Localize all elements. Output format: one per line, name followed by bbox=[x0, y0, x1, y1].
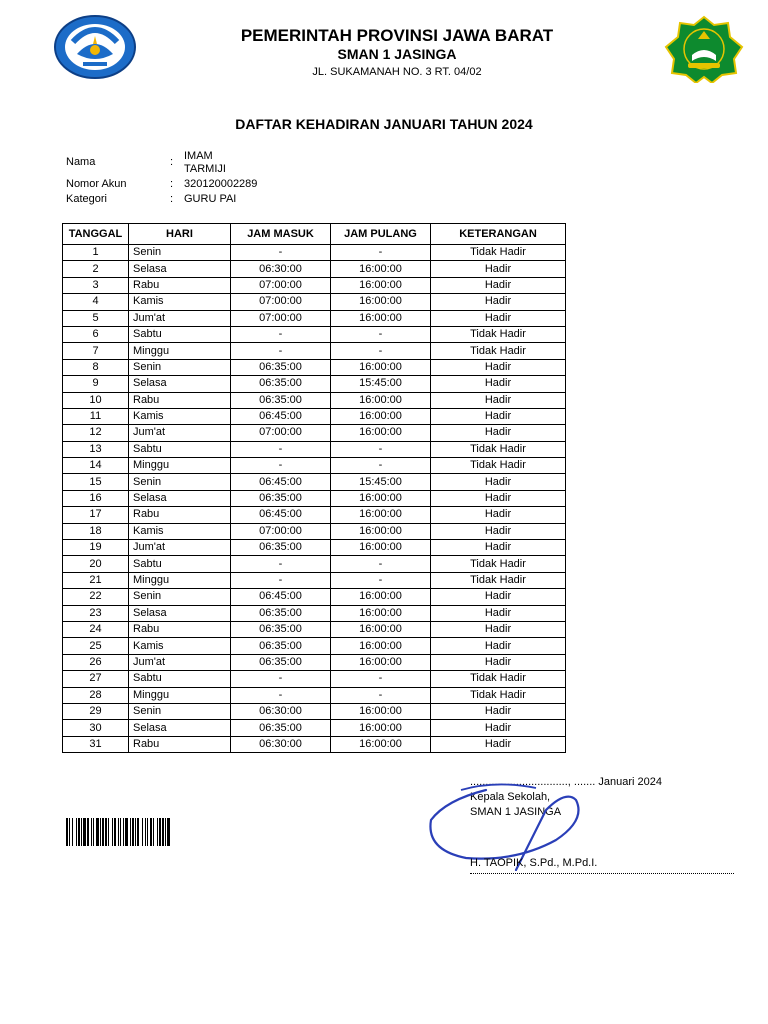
barcode-bar bbox=[105, 818, 107, 846]
kategori-colon: : bbox=[170, 193, 174, 205]
barcode-bar bbox=[118, 818, 119, 846]
barcode-bar bbox=[114, 818, 116, 846]
cell-jam-pulang: - bbox=[331, 441, 431, 457]
cell-jam-masuk: 06:30:00 bbox=[231, 703, 331, 719]
col-header-jam-masuk: JAM MASUK bbox=[231, 224, 331, 245]
cell-hari: Rabu bbox=[129, 392, 231, 408]
barcode-bar bbox=[102, 818, 104, 846]
barcode-bar bbox=[100, 818, 101, 846]
cell-keterangan: Hadir bbox=[431, 261, 566, 277]
cell-jam-masuk: 06:35:00 bbox=[231, 490, 331, 506]
table-row bbox=[63, 343, 566, 359]
table-body bbox=[63, 245, 566, 753]
cell-tanggal: 20 bbox=[63, 556, 129, 572]
cell-keterangan: Tidak Hadir bbox=[431, 687, 566, 703]
barcode-bar bbox=[108, 818, 109, 846]
cell-tanggal: 11 bbox=[63, 408, 129, 424]
cell-tanggal: 21 bbox=[63, 572, 129, 588]
cell-keterangan: Hadir bbox=[431, 540, 566, 556]
table-row bbox=[63, 671, 566, 687]
cell-hari: Senin bbox=[129, 359, 231, 375]
kategori-value: GURU PAI bbox=[184, 193, 237, 205]
cell-tanggal: 31 bbox=[63, 736, 129, 752]
cell-keterangan: Hadir bbox=[431, 294, 566, 310]
cell-jam-masuk: 07:00:00 bbox=[231, 277, 331, 293]
table-row bbox=[63, 245, 566, 261]
cell-keterangan: Hadir bbox=[431, 523, 566, 539]
cell-keterangan: Hadir bbox=[431, 605, 566, 621]
cell-tanggal: 12 bbox=[63, 425, 129, 441]
cell-hari: Kamis bbox=[129, 408, 231, 424]
cell-keterangan: Tidak Hadir bbox=[431, 671, 566, 687]
cell-jam-masuk: - bbox=[231, 671, 331, 687]
table-row bbox=[63, 376, 566, 392]
barcode-bar bbox=[78, 818, 80, 846]
cell-hari: Minggu bbox=[129, 572, 231, 588]
cell-keterangan: Hadir bbox=[431, 720, 566, 736]
cell-jam-masuk: - bbox=[231, 245, 331, 261]
table-row bbox=[63, 687, 566, 703]
table-row bbox=[63, 572, 566, 588]
cell-hari: Kamis bbox=[129, 523, 231, 539]
cell-keterangan: Tidak Hadir bbox=[431, 441, 566, 457]
table-row bbox=[63, 261, 566, 277]
cell-tanggal: 17 bbox=[63, 507, 129, 523]
table-row bbox=[63, 523, 566, 539]
barcode-bar bbox=[123, 818, 124, 846]
employee-info bbox=[66, 150, 366, 210]
cell-keterangan: Hadir bbox=[431, 589, 566, 605]
cell-tanggal: 18 bbox=[63, 523, 129, 539]
cell-jam-pulang: - bbox=[331, 343, 431, 359]
cell-jam-masuk: 06:30:00 bbox=[231, 261, 331, 277]
barcode-bar bbox=[130, 818, 131, 846]
signature-underline bbox=[470, 872, 734, 874]
barcode-bar bbox=[150, 818, 152, 846]
col-header-hari: HARI bbox=[129, 224, 231, 245]
table-row bbox=[63, 277, 566, 293]
signatory-name: H. TAOPIK, S.Pd., M.Pd.I. bbox=[470, 857, 598, 869]
cell-hari: Rabu bbox=[129, 736, 231, 752]
cell-jam-pulang: 16:00:00 bbox=[331, 261, 431, 277]
cell-jam-pulang: - bbox=[331, 572, 431, 588]
cell-hari: Selasa bbox=[129, 490, 231, 506]
cell-hari: Minggu bbox=[129, 343, 231, 359]
cell-jam-pulang: 16:00:00 bbox=[331, 294, 431, 310]
cell-jam-pulang: - bbox=[331, 326, 431, 342]
cell-jam-pulang: 16:00:00 bbox=[331, 605, 431, 621]
cell-jam-masuk: 07:00:00 bbox=[231, 425, 331, 441]
cell-keterangan: Hadir bbox=[431, 507, 566, 523]
cell-keterangan: Hadir bbox=[431, 474, 566, 490]
cell-jam-pulang: - bbox=[331, 556, 431, 572]
cell-keterangan: Tidak Hadir bbox=[431, 458, 566, 474]
cell-tanggal: 1 bbox=[63, 245, 129, 261]
cell-hari: Jum'at bbox=[129, 310, 231, 326]
cell-jam-masuk: 06:35:00 bbox=[231, 376, 331, 392]
table-row bbox=[63, 392, 566, 408]
cell-jam-masuk: 06:45:00 bbox=[231, 474, 331, 490]
cell-hari: Selasa bbox=[129, 605, 231, 621]
cell-jam-pulang: 16:00:00 bbox=[331, 490, 431, 506]
cell-tanggal: 30 bbox=[63, 720, 129, 736]
table-row bbox=[63, 654, 566, 670]
cell-jam-pulang: 15:45:00 bbox=[331, 474, 431, 490]
cell-jam-pulang: 16:00:00 bbox=[331, 654, 431, 670]
barcode-bar bbox=[76, 818, 77, 846]
cell-hari: Selasa bbox=[129, 720, 231, 736]
cell-hari: Selasa bbox=[129, 261, 231, 277]
barcode-bar bbox=[132, 818, 134, 846]
cell-tanggal: 22 bbox=[63, 589, 129, 605]
barcode-bar bbox=[69, 818, 70, 846]
header-school: SMAN 1 JASINGA bbox=[337, 46, 457, 62]
cell-jam-pulang: - bbox=[331, 458, 431, 474]
barcode-bar bbox=[165, 818, 166, 846]
cell-tanggal: 3 bbox=[63, 277, 129, 293]
barcode-bar bbox=[162, 818, 164, 846]
cell-hari: Senin bbox=[129, 703, 231, 719]
barcode-bar bbox=[81, 818, 82, 846]
cell-tanggal: 16 bbox=[63, 490, 129, 506]
barcode-bar bbox=[96, 818, 99, 846]
cell-tanggal: 5 bbox=[63, 310, 129, 326]
cell-keterangan: Hadir bbox=[431, 277, 566, 293]
barcode-bar bbox=[83, 818, 86, 846]
cell-jam-masuk: - bbox=[231, 441, 331, 457]
cell-jam-pulang: 16:00:00 bbox=[331, 408, 431, 424]
cell-jam-pulang: 16:00:00 bbox=[331, 392, 431, 408]
cell-jam-masuk: 06:35:00 bbox=[231, 392, 331, 408]
cell-jam-masuk: 06:45:00 bbox=[231, 507, 331, 523]
kategori-label: Kategori bbox=[66, 193, 107, 205]
cell-hari: Senin bbox=[129, 474, 231, 490]
cell-jam-pulang: - bbox=[331, 687, 431, 703]
table-row bbox=[63, 441, 566, 457]
cell-jam-masuk: - bbox=[231, 326, 331, 342]
cell-keterangan: Hadir bbox=[431, 736, 566, 752]
cell-jam-masuk: 06:35:00 bbox=[231, 621, 331, 637]
table-row bbox=[63, 474, 566, 490]
barcode-bar bbox=[120, 818, 121, 846]
cell-keterangan: Hadir bbox=[431, 490, 566, 506]
cell-keterangan: Hadir bbox=[431, 310, 566, 326]
cell-jam-masuk: 06:30:00 bbox=[231, 736, 331, 752]
cell-jam-masuk: 07:00:00 bbox=[231, 523, 331, 539]
cell-keterangan: Hadir bbox=[431, 359, 566, 375]
cell-jam-pulang: 16:00:00 bbox=[331, 277, 431, 293]
cell-keterangan: Hadir bbox=[431, 621, 566, 637]
table-row bbox=[63, 703, 566, 719]
cell-hari: Jum'at bbox=[129, 540, 231, 556]
table-row bbox=[63, 326, 566, 342]
cell-tanggal: 13 bbox=[63, 441, 129, 457]
cell-jam-masuk: 06:45:00 bbox=[231, 589, 331, 605]
cell-keterangan: Hadir bbox=[431, 392, 566, 408]
barcode-bar bbox=[157, 818, 158, 846]
barcode bbox=[66, 818, 256, 846]
cell-jam-pulang: 16:00:00 bbox=[331, 589, 431, 605]
cell-tanggal: 7 bbox=[63, 343, 129, 359]
cell-tanggal: 4 bbox=[63, 294, 129, 310]
cell-hari: Sabtu bbox=[129, 326, 231, 342]
table-row bbox=[63, 605, 566, 621]
cell-hari: Sabtu bbox=[129, 671, 231, 687]
cell-hari: Rabu bbox=[129, 507, 231, 523]
cell-hari: Minggu bbox=[129, 458, 231, 474]
cell-jam-masuk: 06:35:00 bbox=[231, 638, 331, 654]
signature-role: Kepala Sekolah, bbox=[470, 791, 551, 803]
barcode-bar bbox=[66, 818, 68, 846]
header-address: JL. SUKAMANAH NO. 3 RT. 04/02 bbox=[312, 66, 482, 78]
cell-tanggal: 26 bbox=[63, 654, 129, 670]
cell-hari: Senin bbox=[129, 245, 231, 261]
cell-hari: Sabtu bbox=[129, 556, 231, 572]
signature-school: SMAN 1 JASINGA bbox=[470, 806, 562, 818]
cell-keterangan: Hadir bbox=[431, 654, 566, 670]
table-row bbox=[63, 556, 566, 572]
cell-jam-masuk: 06:35:00 bbox=[231, 359, 331, 375]
cell-jam-masuk: 06:35:00 bbox=[231, 605, 331, 621]
document-title: DAFTAR KEHADIRAN JANUARI TAHUN 2024 bbox=[235, 116, 533, 132]
cell-jam-pulang: 16:00:00 bbox=[331, 507, 431, 523]
cell-keterangan: Hadir bbox=[431, 408, 566, 424]
col-header-keterangan: KETERANGAN bbox=[431, 224, 566, 245]
table-row bbox=[63, 589, 566, 605]
cell-jam-masuk: 07:00:00 bbox=[231, 294, 331, 310]
barcode-bar bbox=[137, 818, 139, 846]
table-row bbox=[63, 638, 566, 654]
barcode-bar bbox=[167, 818, 170, 846]
barcode-bar bbox=[147, 818, 148, 846]
cell-keterangan: Hadir bbox=[431, 638, 566, 654]
cell-jam-masuk: - bbox=[231, 572, 331, 588]
akun-label: Nomor Akun bbox=[66, 178, 127, 190]
barcode-bar bbox=[159, 818, 161, 846]
cell-hari: Kamis bbox=[129, 294, 231, 310]
cell-jam-masuk: - bbox=[231, 343, 331, 359]
table-row bbox=[63, 720, 566, 736]
cell-tanggal: 28 bbox=[63, 687, 129, 703]
table-row bbox=[63, 540, 566, 556]
cell-keterangan: Hadir bbox=[431, 703, 566, 719]
cell-jam-masuk: 06:35:00 bbox=[231, 654, 331, 670]
table-row bbox=[63, 408, 566, 424]
cell-jam-masuk: - bbox=[231, 458, 331, 474]
barcode-bar bbox=[145, 818, 146, 846]
table-row bbox=[63, 621, 566, 637]
cell-tanggal: 25 bbox=[63, 638, 129, 654]
cell-keterangan: Hadir bbox=[431, 425, 566, 441]
attendance-table bbox=[62, 223, 566, 753]
cell-hari: Jum'at bbox=[129, 654, 231, 670]
cell-jam-pulang: - bbox=[331, 671, 431, 687]
akun-colon: : bbox=[170, 178, 174, 190]
akun-value: 320120002289 bbox=[184, 178, 258, 190]
cell-keterangan: Tidak Hadir bbox=[431, 572, 566, 588]
cell-jam-masuk: - bbox=[231, 687, 331, 703]
nama-value-line2: TARMIJI bbox=[184, 163, 226, 175]
cell-jam-masuk: 06:35:00 bbox=[231, 540, 331, 556]
table-row bbox=[63, 294, 566, 310]
cell-tanggal: 23 bbox=[63, 605, 129, 621]
barcode-bar bbox=[91, 818, 92, 846]
cell-tanggal: 19 bbox=[63, 540, 129, 556]
nama-label: Nama bbox=[66, 156, 96, 168]
cell-hari: Sabtu bbox=[129, 441, 231, 457]
cell-jam-pulang: 16:00:00 bbox=[331, 425, 431, 441]
cell-hari: Rabu bbox=[129, 277, 231, 293]
cell-jam-masuk: 07:00:00 bbox=[231, 310, 331, 326]
cell-jam-pulang: 16:00:00 bbox=[331, 638, 431, 654]
cell-hari: Senin bbox=[129, 589, 231, 605]
cell-tanggal: 14 bbox=[63, 458, 129, 474]
cell-hari: Jum'at bbox=[129, 425, 231, 441]
cell-jam-pulang: 16:00:00 bbox=[331, 523, 431, 539]
nama-colon: : bbox=[170, 156, 174, 168]
barcode-bar bbox=[142, 818, 143, 846]
cell-jam-pulang: 16:00:00 bbox=[331, 703, 431, 719]
cell-keterangan: Hadir bbox=[431, 376, 566, 392]
table-row bbox=[63, 458, 566, 474]
table-row bbox=[63, 507, 566, 523]
cell-jam-pulang: - bbox=[331, 245, 431, 261]
barcode-bar bbox=[87, 818, 89, 846]
cell-jam-pulang: 16:00:00 bbox=[331, 720, 431, 736]
cell-hari: Kamis bbox=[129, 638, 231, 654]
cell-hari: Rabu bbox=[129, 621, 231, 637]
barcode-bar bbox=[125, 818, 128, 846]
cell-jam-pulang: 16:00:00 bbox=[331, 736, 431, 752]
table-row bbox=[63, 425, 566, 441]
cell-tanggal: 10 bbox=[63, 392, 129, 408]
cell-tanggal: 9 bbox=[63, 376, 129, 392]
table-row bbox=[63, 310, 566, 326]
cell-hari: Selasa bbox=[129, 376, 231, 392]
cell-keterangan: Tidak Hadir bbox=[431, 245, 566, 261]
cell-jam-masuk: 06:35:00 bbox=[231, 720, 331, 736]
cell-jam-pulang: 16:00:00 bbox=[331, 540, 431, 556]
barcode-bar bbox=[135, 818, 136, 846]
table-row bbox=[63, 490, 566, 506]
cell-jam-masuk: - bbox=[231, 556, 331, 572]
nama-value-line1: IMAM bbox=[184, 150, 213, 162]
cell-jam-pulang: 16:00:00 bbox=[331, 310, 431, 326]
cell-jam-pulang: 16:00:00 bbox=[331, 359, 431, 375]
cell-hari: Minggu bbox=[129, 687, 231, 703]
cell-tanggal: 15 bbox=[63, 474, 129, 490]
cell-jam-pulang: 16:00:00 bbox=[331, 621, 431, 637]
barcode-bar bbox=[112, 818, 113, 846]
table-header-row bbox=[63, 224, 566, 245]
cell-jam-pulang: 15:45:00 bbox=[331, 376, 431, 392]
barcode-bar bbox=[93, 818, 94, 846]
cell-keterangan: Tidak Hadir bbox=[431, 556, 566, 572]
col-header-jam-pulang: JAM PULANG bbox=[331, 224, 431, 245]
cell-tanggal: 27 bbox=[63, 671, 129, 687]
cell-tanggal: 29 bbox=[63, 703, 129, 719]
cell-jam-masuk: 06:45:00 bbox=[231, 408, 331, 424]
cell-tanggal: 24 bbox=[63, 621, 129, 637]
barcode-bar bbox=[72, 818, 73, 846]
cell-keterangan: Tidak Hadir bbox=[431, 343, 566, 359]
table-row bbox=[63, 736, 566, 752]
cell-tanggal: 2 bbox=[63, 261, 129, 277]
cell-keterangan: Tidak Hadir bbox=[431, 326, 566, 342]
signature-date: ................................, ....... Januari 2024 bbox=[470, 776, 662, 788]
barcode-bar bbox=[153, 818, 154, 846]
cell-tanggal: 8 bbox=[63, 359, 129, 375]
col-header-tanggal: TANGGAL bbox=[63, 224, 129, 245]
cell-tanggal: 6 bbox=[63, 326, 129, 342]
table-row bbox=[63, 359, 566, 375]
header-government: PEMERINTAH PROVINSI JAWA BARAT bbox=[240, 26, 554, 45]
